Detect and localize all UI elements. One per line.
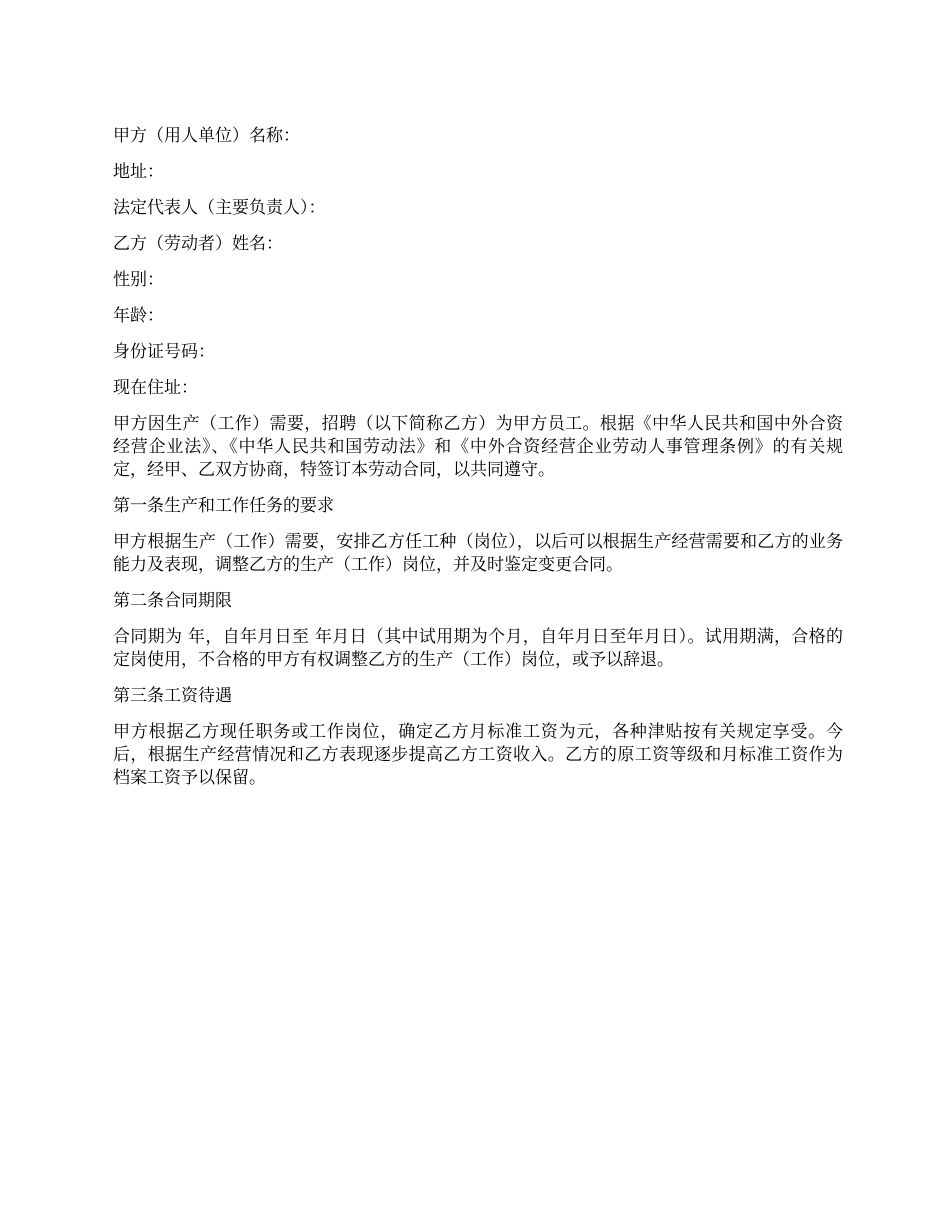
field-employer-name: 甲方（用人单位）名称： xyxy=(113,126,300,146)
field-current-address: 现在住址： xyxy=(113,378,198,398)
article-1-heading: 第一条生产和工作任务的要求 xyxy=(113,496,334,516)
field-address: 地址： xyxy=(113,162,164,182)
article-1-body: 甲方根据生产（工作）需要，安排乙方任工种（岗位），以后可以根据生产经营需要和乙方的业务能力及表现，调整乙方的生产（工作）岗位，并及时鉴定变更合同。 xyxy=(113,532,843,575)
field-legal-representative: 法定代表人（主要负责人）： xyxy=(113,198,326,218)
article-3-body: 甲方根据乙方现任职务或工作岗位，确定乙方月标准工资为元，各种津贴按有关规定享受。今后，根据生产经营情况和乙方表现逐步提高乙方工资收入。乙方的原工资等级和月标准工资作为档案工资予以保留。 xyxy=(113,722,843,788)
document-body xyxy=(113,125,843,803)
intro-paragraph: 甲方因生产（工作）需要，招聘（以下简称乙方）为甲方员工。根据《中华人民共和国中外合资经营企业法》、《中华人民共和国劳动法》和《中外合资经营企业劳动人事管理条例》的有关规定，经甲、乙双方协商，特签订本劳动合同，以共同遵守。 xyxy=(113,414,843,480)
article-2-body: 合同期为 年，自年月日至 年月日（其中试用期为个月，自年月日至年月日）。试用期满，合格的定岗使用，不合格的甲方有权调整乙方的生产（工作）岗位，或予以辞退。 xyxy=(113,627,843,670)
field-age: 年龄： xyxy=(113,306,164,326)
article-3-heading: 第三条工资待遇 xyxy=(113,686,232,706)
article-2-heading: 第二条合同期限 xyxy=(113,591,232,611)
field-employee-name: 乙方（劳动者）姓名： xyxy=(113,234,283,254)
field-id-number: 身份证号码： xyxy=(113,342,215,362)
field-gender: 性别： xyxy=(113,270,164,290)
